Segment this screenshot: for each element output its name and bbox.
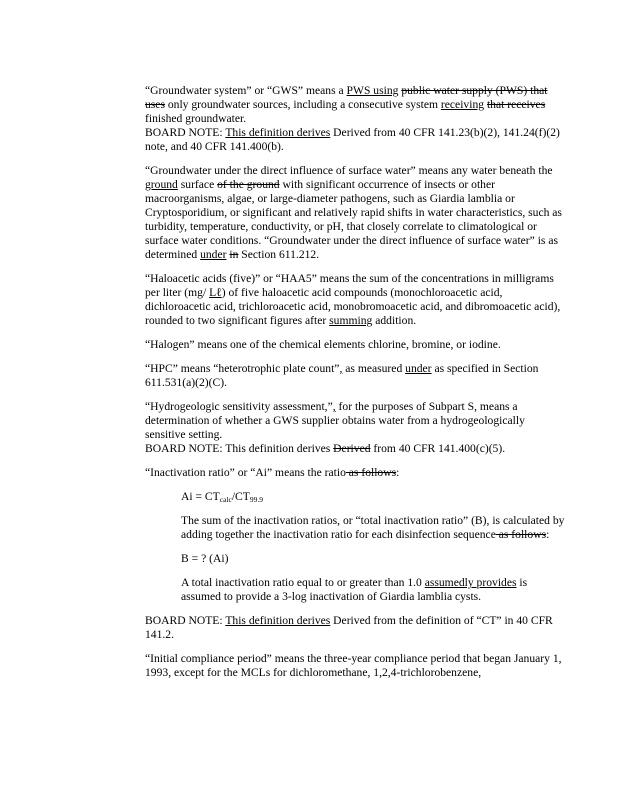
inserted-text: under (405, 362, 432, 375)
text-run: BOARD NOTE: (145, 614, 226, 627)
text-run: only groundwater sources, including a consecutive system (164, 98, 441, 111)
text-run: for the purposes of Subpart S, means a determination of whether a GWS supplier obtains water from a hydrogeologically sensitive setting. (145, 400, 525, 441)
text-run: addition. (372, 314, 417, 327)
paragraph-board-note-ct (145, 614, 565, 642)
deleted-text: public water supply (PWS) that uses (145, 84, 548, 111)
text-run: : (396, 466, 400, 479)
text-run: calc (219, 495, 232, 504)
paragraph-groundwater-system (145, 84, 565, 154)
inserted-text: This definition derives (225, 614, 331, 627)
deleted-text: as follows (345, 466, 397, 479)
text-run: BOARD NOTE: This definition derives (145, 442, 334, 455)
deleted-text: that receives (486, 98, 546, 111)
text-run: “Inactivation ratio” or “Ai” means the ratio (145, 466, 346, 479)
document-page (145, 84, 565, 690)
paragraph-hydrogeologic-sensitivity (145, 400, 565, 456)
paragraph-haloacetic-acids (145, 272, 565, 328)
inserted-text: assumedly provides (424, 576, 517, 589)
text-run: “HPC” means “heterotrophic plate count” (145, 362, 340, 375)
text-run: “Groundwater system” or “GWS” means a (145, 84, 347, 97)
text-run: “Hydrogeologic sensitivity assessment,” (145, 400, 333, 413)
paragraph-sum-of-ratios (181, 514, 565, 542)
paragraph-halogen (145, 338, 565, 352)
inserted-text: receiving (440, 98, 485, 111)
text-run: “Halogen” means one of the chemical elements chlorine, bromine, or iodine. (145, 338, 501, 351)
text-run: : (546, 528, 550, 541)
deleted-text: of the ground (217, 178, 280, 191)
inserted-text: Lℓ (209, 286, 222, 299)
text-run: The sum of the inactivation ratios, or “total inactivation ratio” (B), is calculated by adding together the inactivation ratio for each disinfection sequence (181, 514, 565, 541)
inserted-text: summing (329, 314, 373, 327)
paragraph-ai-formula (181, 490, 565, 504)
paragraph-total-inactivation (181, 576, 565, 604)
inserted-text: PWS using (346, 84, 399, 97)
text-run: /CT (231, 490, 250, 503)
text-run: as measured (342, 362, 406, 375)
deleted-text: Derived (333, 442, 371, 455)
paragraph-groundwater-under-direct-influence (145, 164, 565, 262)
deleted-text: as follows (495, 528, 547, 541)
text-run: with significant occurrence of insects or other macroorganisms, algae, or large-diameter pathogens, such as Giardia lamblia or Cryptosporidium, or significant and relatively rapid shifts in water characteristics, such as turbidity, temperature, conductivity, or pH, that closely correlate to climatological or surface water conditions. “Groundwater under the direct influence of surface water” is as determined (145, 178, 562, 261)
inserted-text: under (200, 248, 227, 261)
text-run: as specified in Section 611.531(a)(2)(C). (145, 362, 539, 389)
text-run: BOARD NOTE: (145, 126, 226, 139)
inserted-text: , (339, 362, 343, 375)
inserted-text: ground (145, 178, 178, 191)
text-run: ) of five haloacetic acid compounds (monochloroacetic acid, dichloroacetic acid, trichloroacetic acid, monobromoacetic acid, and dibromoacetic acid), rounded to two significant figures after (145, 286, 561, 327)
paragraph-inactivation-ratio (145, 466, 565, 480)
text-run: Section 611.212. (238, 248, 320, 261)
text-run: 99.9 (249, 495, 263, 504)
text-run: surface (177, 178, 218, 191)
paragraph-initial-compliance-period (145, 652, 565, 680)
text-run: Ai = CT (181, 490, 220, 503)
text-run: B = ? (Ai) (181, 552, 229, 565)
text-run: finished groundwater. (145, 112, 247, 125)
text-run: Derived from the definition of “CT” in 40 CFR 141.2. (145, 614, 553, 641)
inserted-text: This definition derives (225, 126, 331, 139)
deleted-text: in (229, 248, 239, 261)
text-run: from 40 CFR 141.400(c)(5). (370, 442, 506, 455)
inserted-text: , (332, 400, 336, 413)
text-run: “Groundwater under the direct influence of surface water” means any water beneath the (145, 164, 553, 177)
text-run: “Initial compliance period” means the three-year compliance period that began January 1, 1993, except for the MCLs for dichloromethane, 1,2,4-trichlorobenzene, (145, 652, 562, 679)
text-run: Derived from 40 CFR 141.23(b)(2), 141.24(f)(2) note, and 40 CFR 141.400(b). (145, 126, 560, 153)
text-run: A total inactivation ratio equal to or greater than 1.0 (181, 576, 425, 589)
text-run: is assumed to provide a 3-log inactivation of Giardia lamblia cysts. (181, 576, 528, 603)
paragraph-hpc (145, 362, 565, 390)
paragraph-b-formula (181, 552, 565, 566)
text-run: “Haloacetic acids (five)” or “HAA5” means the sum of the concentrations in milligrams per liter (mg/ (145, 272, 554, 299)
